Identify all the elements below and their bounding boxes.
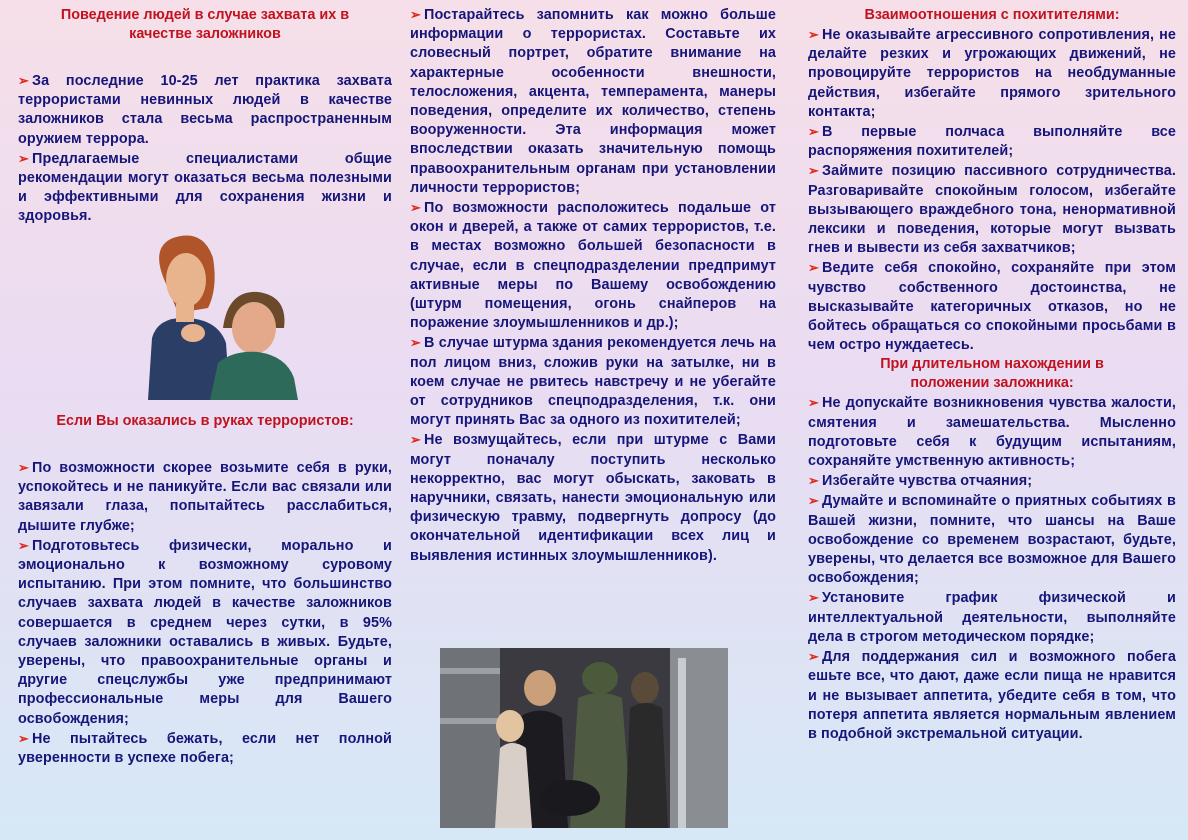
list-item: ➢ Избегайте чувства отчаяния; <box>808 473 1033 490</box>
hostages-illustration <box>118 228 298 400</box>
arrow-bullet-icon: ➢ <box>808 395 819 411</box>
intro-paragraph: ➢ Предлагаемые специалистами общие рекомендации могут оказаться весьма полезными и эффективными для сохранения жизни и здоровья. <box>18 150 392 225</box>
arrow-bullet-icon: ➢ <box>808 260 819 276</box>
arrow-bullet-icon: ➢ <box>18 150 29 166</box>
arrow-bullet-icon: ➢ <box>18 730 29 746</box>
list-in-hands <box>18 458 392 768</box>
list-item: ➢ Ведите себя спокойно, сохраняйте при этом чувство собственного достоинства, не высказывайте категоричных отказов, но не бойтесь обращаться со спокойными просьбами в чем остро нуждаетесь. <box>808 260 1176 354</box>
arrow-bullet-icon: ➢ <box>18 73 29 88</box>
list-item: ➢ Не допускайте возникновения чувства жалости, смятения и замешательства. Мысленно подготовьте себя к будущим испытаниям, сохраняйте умственную активность; <box>808 395 1176 470</box>
section-title-in-hands: Если Вы оказались в руках террористов: <box>56 413 354 429</box>
arrow-bullet-icon: ➢ <box>808 493 819 509</box>
column-middle <box>410 0 776 840</box>
arrow-bullet-icon: ➢ <box>808 163 819 179</box>
list-item: ➢ В первые полчаса выполняйте все распоряжения похитителей; <box>808 124 1176 160</box>
section-title-relations: Взаимоотношения с похитителями: <box>864 7 1120 23</box>
section-title-long-stay: При длительном нахождении в положении заложника: <box>880 356 1104 392</box>
list-item: ➢ Не пытайтесь бежать, если нет полной уверенности в успехе побега; <box>18 730 392 767</box>
list-item: ➢ Не возмущайтесь, если при штурме с Вами могут поначалу поступить несколько некорректно, вас могут обыскать, заковать в наручники, связать, нанести эмоциональную или физическую травму, подвергнуть допросу (до окончательной идентификации всех лиц и выявления истинных злоумышленников). <box>410 432 776 564</box>
arrow-bullet-icon: ➢ <box>410 335 421 351</box>
page-title: Поведение людей в случае захвата их в качестве заложников <box>60 7 350 42</box>
list-item: ➢ Для поддержания сил и возможного побега ешьте все, что дают, даже если пища не нравится и не вызывает аппетита, убедите себя в том, что потеря аппетита является нормальным явлением в подобной экстремальной ситуации. <box>808 649 1176 742</box>
list-relations <box>808 25 1176 355</box>
list-item: ➢ Не оказывайте агрессивного сопротивления, не делайте резких и угрожающих движений, не провоцируйте террористов на необдуманные действия, избегайте прямого зрительного контакта; <box>808 27 1176 120</box>
list-item: ➢ Подготовьтесь физически, морально и эмоционально к возможному суровому испытанию. При этом помните, что большинство случаев захвата людей в качестве заложников совершается в среднем через сутки, в 95% случаев заложники оставались в живых. Будьте, уверены, что правоохранительные органы и другие спецслужбы уже предпринимают профессиональные меры для Вашего освобождения; <box>18 537 392 727</box>
arrow-bullet-icon: ➢ <box>410 7 421 22</box>
rescue-photo <box>440 648 728 828</box>
arrow-bullet-icon: ➢ <box>18 460 29 475</box>
list-long-stay <box>808 393 1176 744</box>
list-middle <box>410 5 776 566</box>
arrow-bullet-icon: ➢ <box>410 200 421 216</box>
arrow-bullet-icon: ➢ <box>18 537 29 553</box>
column-left <box>18 0 392 840</box>
list-item: ➢ Установите график физической и интеллектуальной деятельности, выполняйте дела в строгом методическом порядке; <box>808 590 1176 645</box>
column-right <box>808 0 1176 840</box>
list-item: ➢ Постарайтесь запомнить как можно больше информации о террористах. Составьте их словесный портрет, обратите внимание на характерные особенности внешности, телосложения, акцента, темперамента, манеры поведения, определите их количество, степень вооруженности. Эта информация может впоследствии оказать значительную помощь правоохранительным органам при установлении личности террористов; <box>410 7 776 196</box>
list-item: ➢ По возможности расположитесь подальше от окон и дверей, а также от самих террористов, т.е. в местах возможно большей безопасности в случае, если в спецподразделении предпримут активные меры по Вашему освобождению (штурм помещения, огонь снайперов на поражение злоумышленников и др.); <box>410 200 776 332</box>
arrow-bullet-icon: ➢ <box>808 473 819 489</box>
arrow-bullet-icon: ➢ <box>808 124 819 140</box>
list-item: ➢ Займите позицию пассивного сотрудничества. Разговаривайте спокойным голосом, избегайте вызывающего враждебного тона, ненормативной лексики и поведения, которые могут вызвать гнев и вывести из себя захватчиков; <box>808 163 1176 257</box>
list-item: ➢ По возможности скорее возьмите себя в руки, успокойтесь и не паникуйте. Если вас связали или завязали глаза, попытайтесь расслабиться, дышите глубже; <box>18 460 392 534</box>
arrow-bullet-icon: ➢ <box>808 27 819 42</box>
arrow-bullet-icon: ➢ <box>808 649 819 665</box>
arrow-bullet-icon: ➢ <box>808 590 819 606</box>
intro-paragraph: ➢ За последние 10-25 лет практика захвата террористами невинных людей в качестве заложников стала весьма распространенным оружием террора. <box>18 73 392 147</box>
arrow-bullet-icon: ➢ <box>410 432 421 448</box>
list-item: ➢ В случае штурма здания рекомендуется лечь на пол лицом вниз, сложив руки на затылке, ни в коем случае не рвитесь навстречу и не убегайте от сотрудников спецподразделения, т.к. они могут принять Вас за одного из похитителей; <box>410 335 776 429</box>
list-item: ➢ Думайте и вспоминайте о приятных событиях в Вашей жизни, помните, что шансы на Ваше освобождение со временем возрастают, будьте, уверены, что делается все возможное для Вашего освобождения; <box>808 493 1176 587</box>
